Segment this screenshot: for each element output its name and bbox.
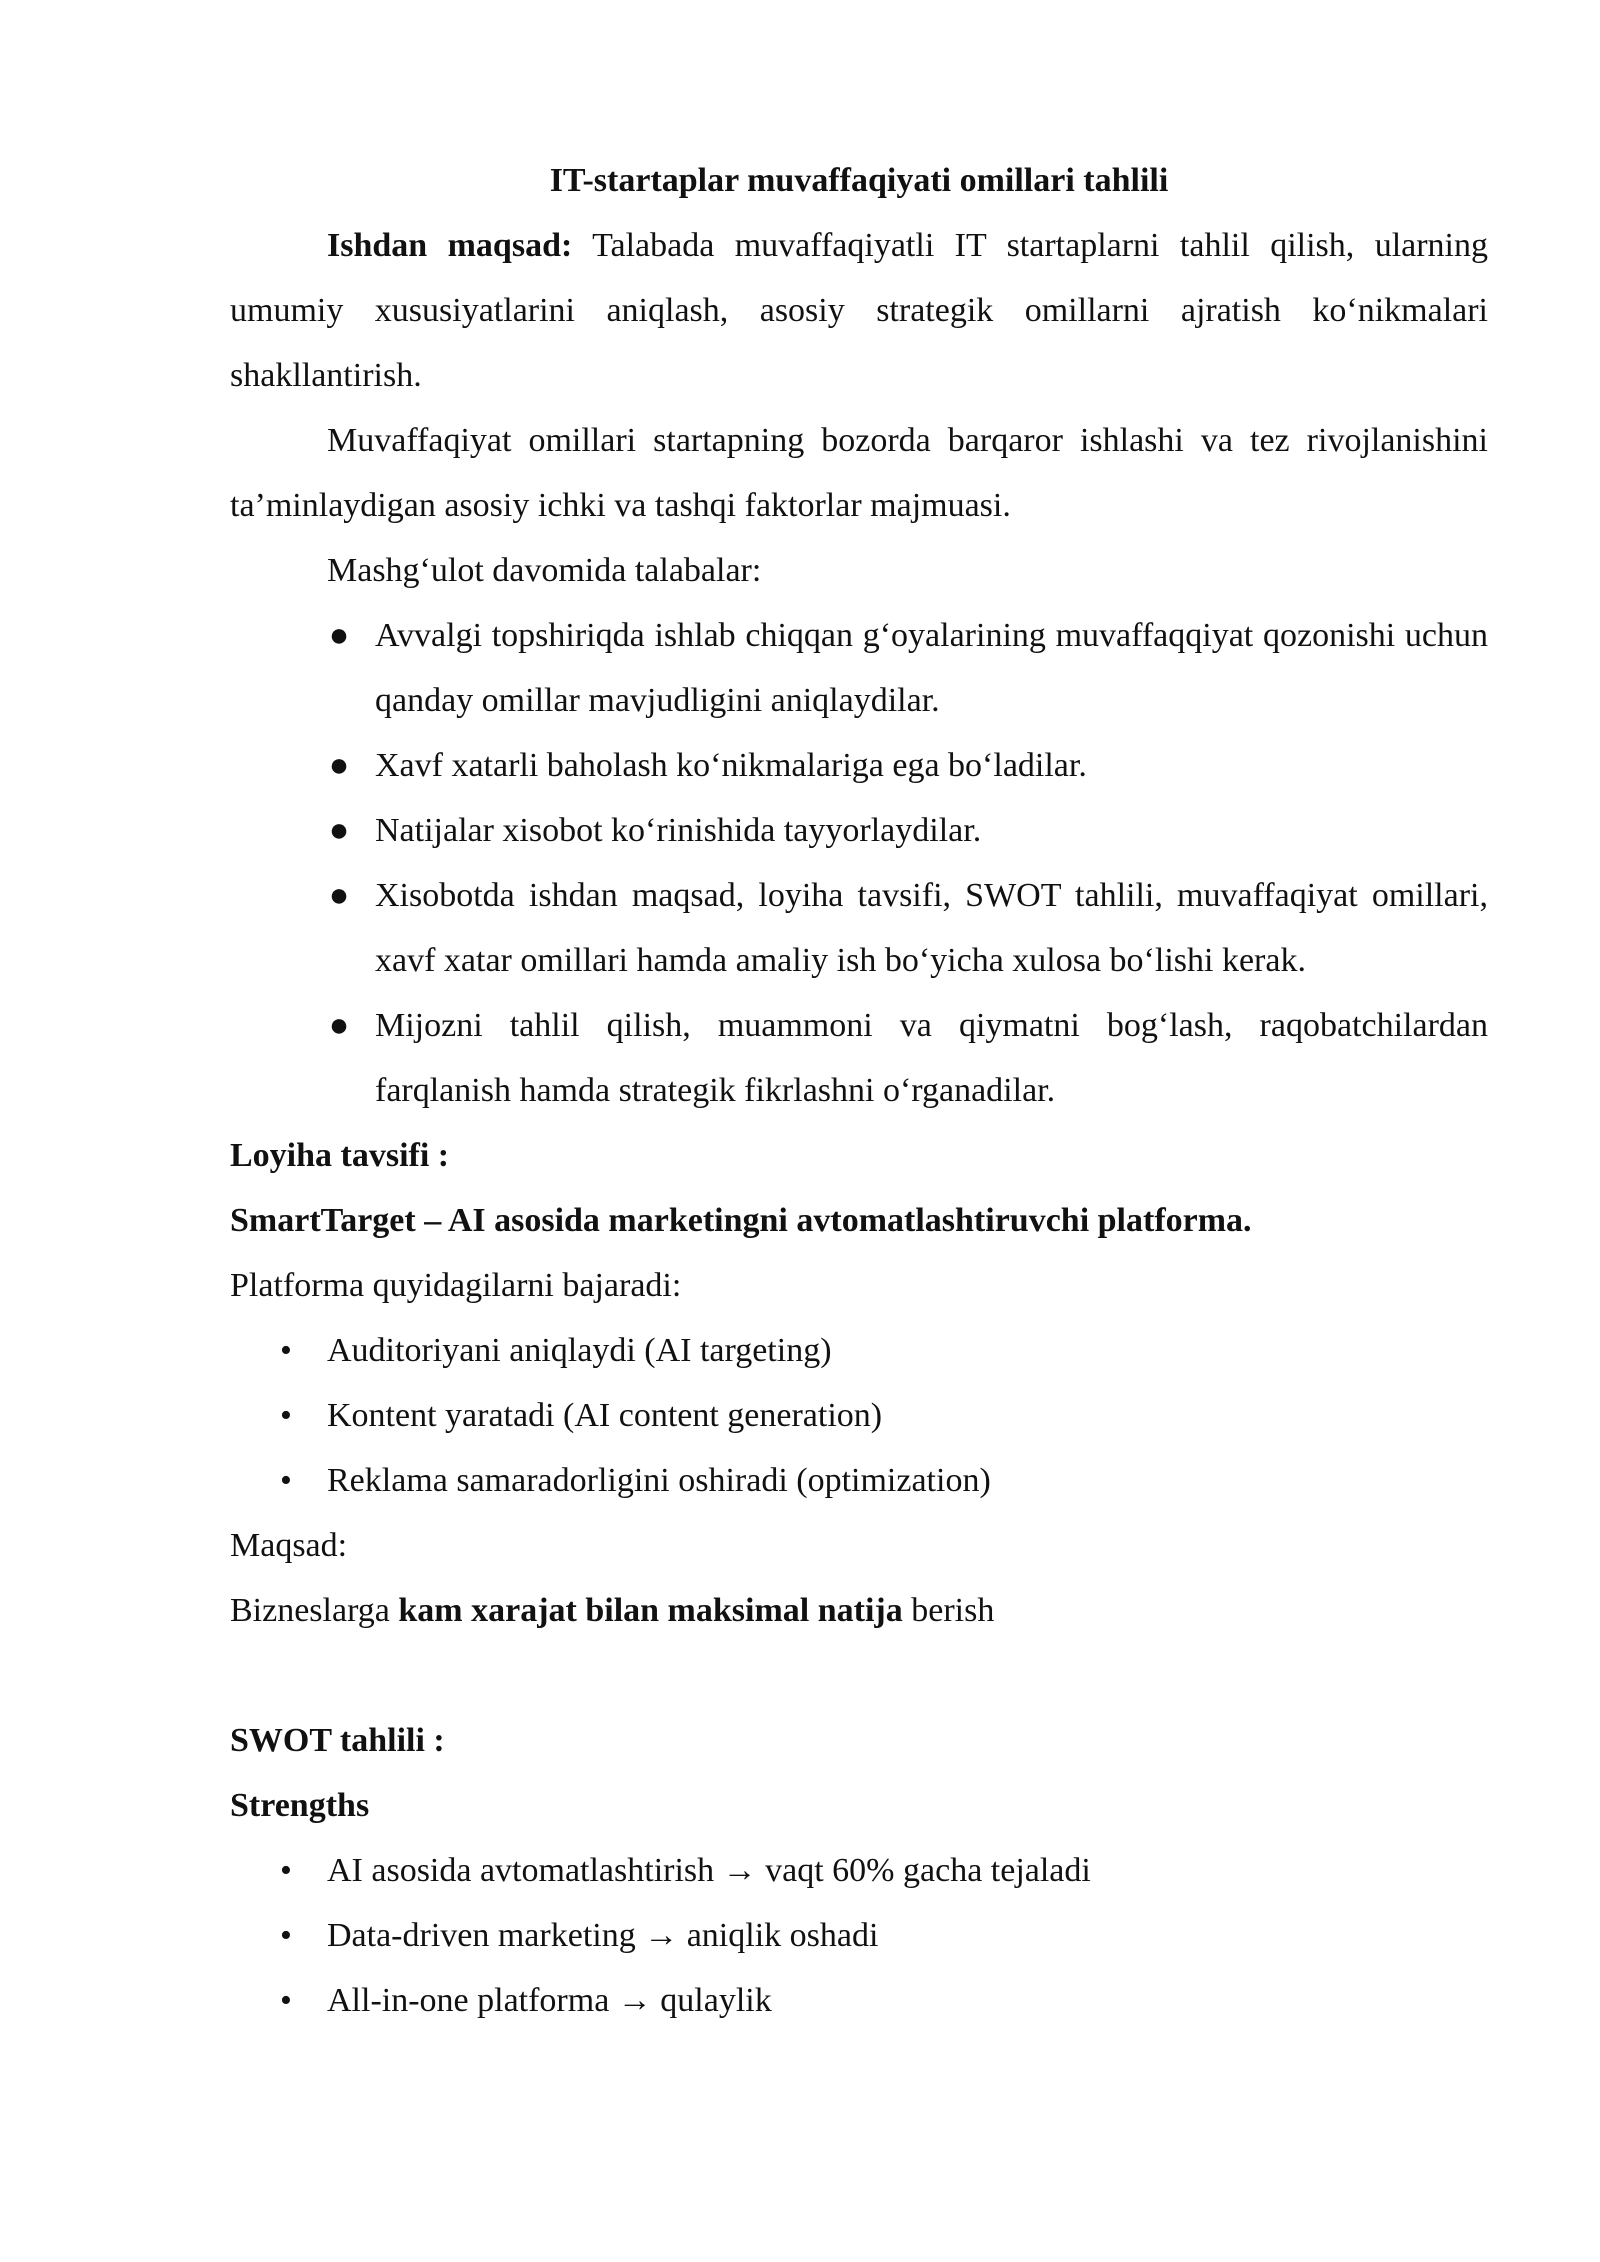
bullet-icon: •: [280, 1462, 292, 1499]
purpose-text: Talabada muvaffaqiyatli IT startaplarni tahlil qilish, ularning umumiy xususiyatlarini aniqlash, asosiy strategik omillarni ajratish ko‘nikmalari shakllantirish.: [230, 227, 1488, 394]
list-item: ● Avvalgi topshiriqda ishlab chiqqan g‘oyalarining muvaffaqqiyat qozonishi uchun qanday omillar mavjudligini aniqlaydilar.: [230, 603, 1488, 733]
bullet-icon: •: [280, 1397, 292, 1434]
list-item: ● Xisobotda ishdan maqsad, loyiha tavsifi, SWOT tahlili, muvaffaqiyat omillari, xavf xatar omillari hamda amaliy ish bo‘yicha xulosa bo‘lishi kerak.: [230, 863, 1488, 993]
list-item: • Data-driven marketing → aniqlik oshadi: [230, 1903, 1488, 1968]
goal-label: Maqsad:: [230, 1527, 348, 1564]
list-item: ● Natijalar xisobot ko‘rinishida tayyorlaydilar.: [230, 798, 1488, 863]
strengths-heading: Strengths: [230, 1787, 370, 1824]
platform-features-list: [230, 1318, 1488, 1513]
swot-heading: SWOT tahlili :: [230, 1722, 445, 1759]
blank-line: [230, 1643, 1488, 1708]
list-item: • Reklama samaradorligini oshiradi (optimization): [230, 1448, 1488, 1513]
list-item: ● Xavf xatarli baholash ko‘nikmalariga ega bo‘ladilar.: [230, 733, 1488, 798]
document-content: [230, 148, 1488, 2033]
goal-emphasis: kam xarajat bilan maksimal natija: [398, 1592, 903, 1629]
purpose-paragraph: [230, 213, 1488, 408]
list-item: • AI asosida avtomatlashtirish → vaqt 60% gacha tejaladi: [230, 1838, 1488, 1903]
project-name: SmartTarget – AI asosida marketingni avtomatlashtiruvchi platforma.: [230, 1202, 1252, 1239]
bullet-icon: ●: [328, 617, 350, 654]
list-item: • All-in-one platforma → qulaylik: [230, 1968, 1488, 2033]
strengths-list: [230, 1838, 1488, 2033]
bullet-icon: •: [280, 1852, 292, 1889]
project-heading: Loyiha tavsifi :: [230, 1137, 450, 1174]
bullet-icon: ●: [328, 747, 350, 784]
purpose-label: Ishdan maqsad:: [327, 227, 573, 264]
list-item: • Kontent yaratadi (AI content generation): [230, 1383, 1488, 1448]
bullet-icon: •: [280, 1917, 292, 1954]
bullet-icon: ●: [328, 877, 350, 914]
definition-paragraph: Muvaffaqiyat omillari startapning bozorda barqaror ishlashi va tez rivojlanishini ta’minlaydigan asosiy ichki va tashqi faktorlar majmuasi.: [230, 422, 1488, 524]
bullet-icon: ●: [328, 1007, 350, 1044]
list-item: ● Mijozni tahlil qilish, muammoni va qiymatni bog‘lash, raqobatchilardan farqlanish hamda strategik fikrlashni o‘rganadilar.: [230, 993, 1488, 1123]
document-title: IT-startaplar muvaffaqiyati omillari tahlili: [549, 162, 1169, 199]
student-tasks-list: [230, 603, 1488, 1123]
students-intro: Mashg‘ulot davomida talabalar:: [327, 552, 762, 589]
bullet-icon: •: [280, 1332, 292, 1369]
bullet-icon: •: [280, 1982, 292, 2019]
goal-text: Bizneslarga kam xarajat bilan maksimal natija berish: [230, 1592, 995, 1629]
bullet-icon: ●: [328, 812, 350, 849]
list-item: • Auditoriyani aniqlaydi (AI targeting): [230, 1318, 1488, 1383]
platform-intro: Platforma quyidagilarni bajaradi:: [230, 1267, 682, 1304]
